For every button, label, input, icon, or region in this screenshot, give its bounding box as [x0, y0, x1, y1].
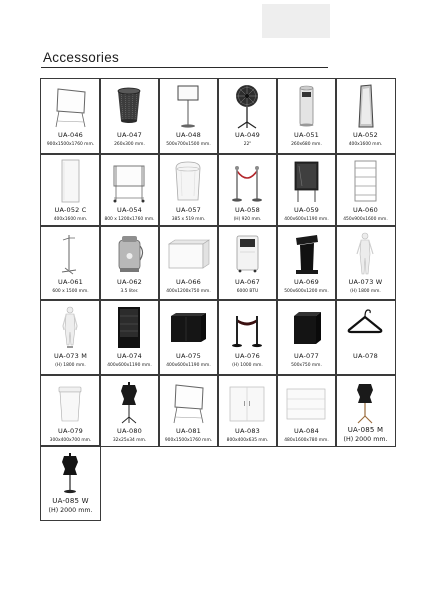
product-dimensions: 500x600x1200 mm.: [284, 289, 329, 294]
product-dimensions: 385 x 519 mm.: [171, 217, 206, 222]
bust-stand-icon: [45, 450, 96, 496]
hanger-icon: [340, 304, 391, 350]
white-bin-icon: [45, 379, 96, 425]
product-cell: [100, 154, 159, 226]
product-cell: [159, 154, 218, 226]
product-dimensions: 22": [243, 142, 252, 147]
product-cell: [41, 375, 100, 446]
scan-shadow: [262, 4, 330, 38]
acrylic-display-icon: [281, 158, 332, 204]
product-dimensions: 400x600x1190 mm.: [107, 363, 152, 368]
floor-mirror-icon: [340, 83, 391, 129]
display-case-icon: [104, 304, 155, 350]
product-dimensions: 450x900x1600 mm.: [343, 217, 388, 222]
product-code: UA-085 M: [347, 426, 384, 434]
clear-bin-icon: [163, 158, 214, 204]
mannequin-icon: [45, 304, 96, 350]
product-cell: [277, 226, 336, 300]
product-dimensions: 800x400x635 mm.: [226, 438, 269, 443]
product-dimensions: 500x750 mm.: [291, 363, 322, 368]
product-dimensions: 500x700x1500 mm.: [166, 142, 211, 147]
white-counter-icon: [163, 230, 214, 276]
product-dimensions: (H) 1000 mm.: [232, 363, 263, 368]
product-code: UA-077: [293, 352, 319, 360]
product-cell: [218, 79, 277, 154]
product-code: UA-046: [57, 131, 83, 139]
product-dimensions: (H) 1800 mm.: [350, 289, 381, 294]
dress-form-icon: [104, 379, 155, 425]
product-cell: [41, 226, 100, 300]
product-code: UA-076: [234, 352, 260, 360]
product-cell: [41, 79, 100, 154]
product-cell: [218, 375, 277, 446]
product-dimensions: 260x300 mm.: [114, 142, 145, 147]
product-code: UA-052 C: [54, 206, 87, 214]
product-code: UA-084: [293, 427, 319, 435]
product-dimensions: 900x1500x1760 mm.: [164, 438, 213, 443]
product-dimensions: 400x1600 mm.: [348, 142, 383, 147]
product-cell: [277, 79, 336, 154]
product-code: UA-062: [116, 278, 142, 286]
product-code: UA-049: [234, 131, 260, 139]
product-code: UA-074: [116, 352, 142, 360]
product-code: UA-059: [293, 206, 319, 214]
black-cabinet-icon: [163, 304, 214, 350]
product-cell: [100, 300, 159, 375]
product-cell: [159, 79, 218, 154]
product-code: UA-067: [234, 278, 260, 286]
product-cell: [218, 300, 277, 375]
product-code: UA-079: [57, 427, 83, 435]
stand-fan-icon: [222, 83, 273, 129]
mobile-whiteboard-icon: [104, 158, 155, 204]
product-dimensions: 800 x 1200x1760 mm.: [104, 217, 155, 222]
white-panel-icon: [45, 158, 96, 204]
product-code: UA-080: [116, 427, 142, 435]
title-underline: [41, 67, 328, 68]
product-code: UA-073 M: [53, 352, 88, 360]
product-code: UA-069: [293, 278, 319, 286]
product-cell: [336, 300, 395, 375]
product-cell: [336, 375, 395, 446]
product-dimensions: 400x600x1190 mm.: [166, 363, 211, 368]
product-cell: [100, 226, 159, 300]
product-code: UA-075: [175, 352, 201, 360]
product-code: UA-051: [293, 131, 319, 139]
product-grid: [41, 79, 395, 520]
product-cell: [159, 375, 218, 446]
product-dimensions: 900x1500x1760 mm.: [46, 142, 95, 147]
product-cell: [41, 300, 100, 375]
product-cell: [277, 300, 336, 375]
black-podium-icon: [281, 230, 332, 276]
product-cell: [41, 446, 100, 520]
product-cell: [159, 300, 218, 375]
product-cell: [100, 79, 159, 154]
sign-stand-icon: [163, 83, 214, 129]
product-dimensions: (H) 2000 mm.: [48, 507, 93, 514]
product-code: UA-078: [352, 352, 378, 360]
bust-tripod-icon: [340, 379, 391, 425]
product-cell: [218, 226, 277, 300]
product-cell: [159, 226, 218, 300]
product-code: UA-052: [352, 131, 378, 139]
ashtray-bin-icon: [281, 83, 332, 129]
product-dimensions: 300x400x700 mm.: [49, 438, 92, 443]
product-code: UA-047: [116, 131, 142, 139]
product-code: UA-057: [175, 206, 201, 214]
product-cell: [277, 375, 336, 446]
wire-shelf-icon: [340, 158, 391, 204]
product-dimensions: 400x600x1190 mm.: [284, 217, 329, 222]
product-cell: [336, 79, 395, 154]
mannequin-white-icon: [340, 230, 391, 276]
product-cell: [41, 154, 100, 226]
product-code: UA-081: [175, 427, 201, 435]
product-code: UA-048: [175, 131, 201, 139]
belt-stanchion-icon: [222, 304, 273, 350]
product-code: UA-060: [352, 206, 378, 214]
whiteboard-stand-icon: [45, 83, 96, 129]
product-cell: [336, 226, 395, 300]
product-dimensions: 6000 BTU: [236, 289, 259, 294]
white-cabinet-icon: [222, 379, 273, 425]
product-dimensions: 260x680 mm.: [291, 142, 322, 147]
product-cell: [336, 154, 395, 226]
product-code: UA-083: [234, 427, 260, 435]
product-dimensions: (H) 920 mm.: [233, 217, 262, 222]
product-dimensions: 400x1600 mm.: [53, 217, 88, 222]
page-title: Accessories: [43, 50, 120, 65]
portable-aircon-icon: [222, 230, 273, 276]
coat-stand-icon: [45, 230, 96, 276]
product-dimensions: 32x25x34 mm.: [112, 438, 147, 443]
water-boiler-icon: [104, 230, 155, 276]
product-dimensions: 480x1600x780 mm.: [284, 438, 329, 443]
white-drawer-icon: [281, 379, 332, 425]
mesh-bin-icon: [104, 83, 155, 129]
rope-stanchion-icon: [222, 158, 273, 204]
product-code: UA-061: [57, 278, 83, 286]
product-dimensions: 3.5 liter.: [120, 289, 139, 294]
product-cell: [218, 154, 277, 226]
product-cell: [100, 375, 159, 446]
product-code: UA-054: [116, 206, 142, 214]
product-code: UA-066: [175, 278, 201, 286]
whiteboard-stand-icon: [163, 379, 214, 425]
product-cell: [277, 154, 336, 226]
product-dimensions: (H) 2000 mm.: [343, 436, 388, 443]
product-code: UA-058: [234, 206, 260, 214]
black-cube-icon: [281, 304, 332, 350]
product-dimensions: 600 x 1500 mm.: [52, 289, 89, 294]
product-code: UA-073 W: [348, 278, 383, 286]
product-dimensions: 400x1200x750 mm.: [166, 289, 211, 294]
product-code: UA-085 W: [52, 497, 89, 505]
product-dimensions: (H) 1800 mm.: [55, 363, 86, 368]
